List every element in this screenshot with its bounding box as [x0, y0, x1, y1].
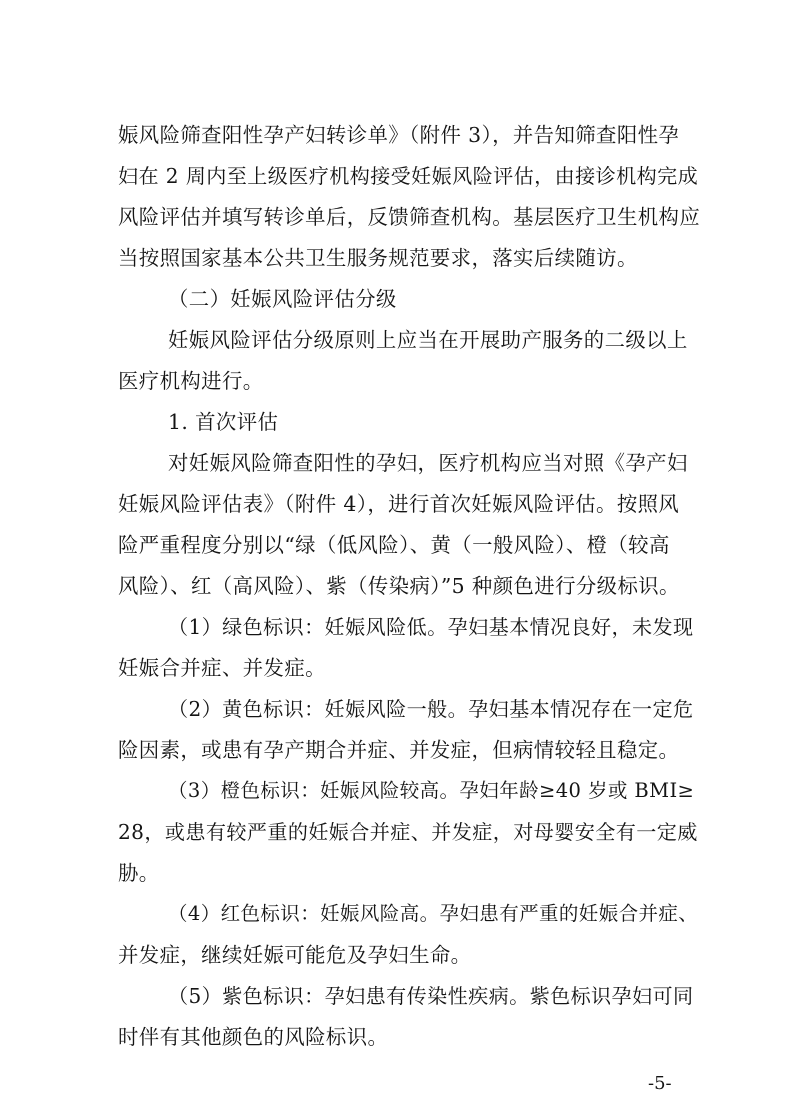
text-line: （5）紫色标识：孕妇患有传染性疾病。紫色标识孕妇可同 — [168, 984, 694, 1008]
text-line: （2）黄色标识：妊娠风险一般。孕妇基本情况存在一定危 — [168, 697, 694, 721]
subsection-heading: 1. 首次评估 — [168, 410, 279, 434]
text-line: 对妊娠风险筛查阳性的孕妇，医疗机构应当对照《孕产妇 — [168, 451, 688, 475]
text-line: 妇在 2 周内至上级医疗机构接受妊娠风险评估，由接诊机构完成 — [118, 164, 699, 188]
section-heading: （二）妊娠风险评估分级 — [168, 287, 397, 311]
text-line: （4）红色标识：妊娠风险高。孕妇患有严重的妊娠合并症、 — [168, 902, 699, 925]
text-line: 娠风险筛查阳性孕产妇转诊单》（附件 3），并告知筛查阳性孕 — [118, 123, 680, 147]
text-line: 医疗机构进行。 — [118, 369, 264, 393]
text-line: 风险评估并填写转诊单后，反馈筛查机构。基层医疗卫生机构应 — [118, 205, 701, 229]
text-line: 风险）、红（高风险）、紫（传染病）”5 种颜色进行分级标识。 — [118, 574, 680, 598]
text-line: 并发症，继续妊娠可能危及孕妇生命。 — [118, 943, 472, 967]
text-line: 时伴有其他颜色的风险标识。 — [118, 1025, 389, 1049]
text-line: 胁。 — [118, 861, 160, 885]
text-line: 险因素，或患有孕产期合并症、并发症，但病情较轻且稳定。 — [118, 738, 680, 762]
page-number: -5- — [648, 1073, 672, 1094]
text-line: 妊娠风险评估分级原则上应当在开展助产服务的二级以上 — [168, 328, 688, 352]
text-line: 妊娠合并症、并发症。 — [118, 656, 326, 680]
text-line: （3）橙色标识：妊娠风险较高。孕妇年龄≥40 岁或 BMI≥ — [168, 779, 695, 802]
text-line: （1）绿色标识：妊娠风险低。孕妇基本情况良好，未发现 — [168, 615, 694, 639]
text-line: 当按照国家基本公共卫生服务规范要求，落实后续随访。 — [118, 246, 638, 270]
text-line: 险严重程度分别以“绿（低风险）、黄（一般风险）、橙（较高 — [118, 533, 670, 557]
text-line: 28，或患有较严重的妊娠合并症、并发症，对母婴安全有一定威 — [118, 820, 698, 844]
text-line: 妊娠风险评估表》（附件 4），进行首次妊娠风险评估。按照风 — [118, 492, 680, 516]
